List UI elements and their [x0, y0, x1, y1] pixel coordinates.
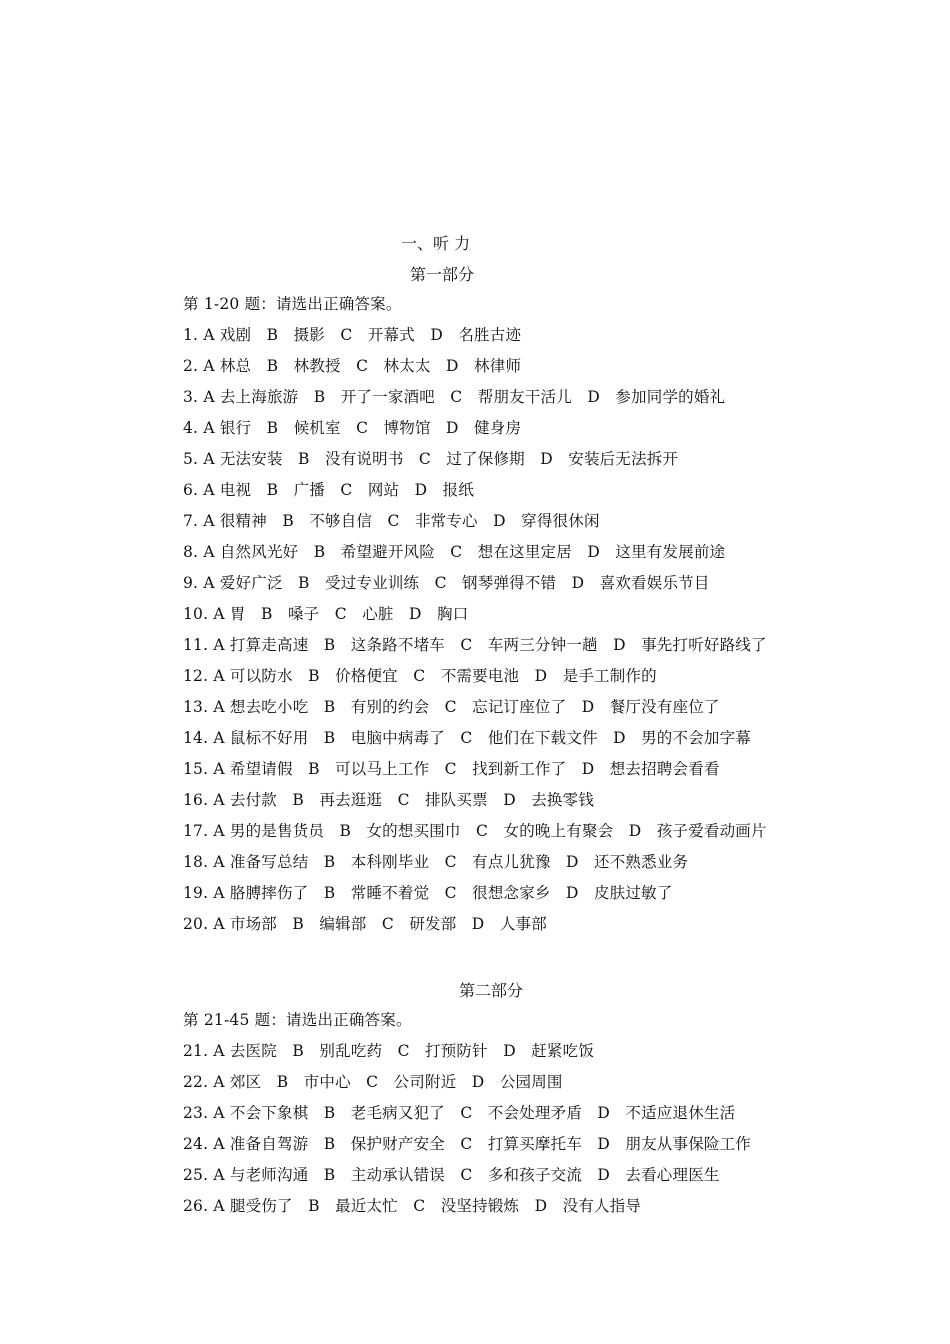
option-b-letter: B	[251, 419, 294, 437]
option-c-text: 心脏	[362, 605, 394, 623]
option-d-text: 安装后无法拆开	[568, 450, 679, 468]
option-d-text: 人事部	[499, 915, 547, 933]
option-c-text: 有点儿犹豫	[472, 853, 551, 871]
section-title: 一、听 力	[401, 234, 471, 253]
option-b-text: 保护财产安全	[350, 1135, 445, 1153]
option-b-text: 常睡不着觉	[350, 884, 430, 902]
option-a-text: 胳膊摔伤了	[229, 884, 309, 902]
option-b-letter: B	[282, 574, 326, 592]
question-row	[183, 479, 474, 501]
option-c-text: 找到新工作了	[472, 760, 567, 778]
option-a-text: 自然风光好	[219, 543, 299, 561]
option-b-letter: B	[308, 1135, 351, 1153]
option-c-text: 钢琴弹得不错	[462, 574, 557, 592]
question-label: 7. A	[183, 512, 220, 530]
option-d-letter: D	[414, 326, 459, 344]
option-d-letter: D	[556, 574, 600, 592]
option-c-letter: C	[372, 512, 415, 530]
option-c-letter: C	[366, 915, 410, 933]
option-d-text: 健身房	[474, 419, 522, 437]
option-c-letter: C	[325, 481, 368, 499]
option-c-text: 林太太	[383, 357, 431, 375]
option-c-letter: C	[319, 605, 363, 623]
part2-title: 第二部分	[459, 981, 524, 1000]
question-row	[183, 851, 688, 873]
question-label: 6. A	[183, 481, 220, 499]
option-d-text: 报纸	[442, 481, 475, 499]
question-row	[183, 665, 657, 687]
option-d-text: 赶紧吃饭	[531, 1042, 595, 1060]
option-c-letter: C	[340, 357, 384, 375]
question-label: 16. A	[183, 791, 230, 809]
option-c-letter: C	[350, 1073, 394, 1091]
option-d-letter: D	[582, 1135, 626, 1153]
question-row	[183, 882, 673, 904]
question-row	[183, 789, 594, 811]
option-b-text: 没有说明书	[325, 450, 404, 468]
option-d-letter: D	[582, 1166, 626, 1184]
option-b-letter: B	[308, 853, 351, 871]
option-a-text: 市场部	[229, 915, 278, 933]
question-row	[183, 572, 710, 594]
question-label: 4. A	[183, 419, 220, 437]
option-b-letter: B	[266, 512, 310, 530]
option-b-text: 再去逛逛	[319, 791, 383, 809]
option-d-text: 男的不会加字幕	[641, 729, 752, 747]
question-label: 21. A	[183, 1042, 230, 1060]
option-d-letter: D	[571, 543, 616, 561]
question-label: 26. A	[183, 1197, 230, 1215]
question-row	[183, 1164, 720, 1186]
option-b-text: 女的想买围巾	[366, 822, 461, 840]
question-row	[183, 1133, 751, 1155]
option-d-letter: D	[456, 915, 500, 933]
option-b-letter: B	[261, 1073, 304, 1091]
option-a-text: 爱好广泛	[219, 574, 283, 592]
option-b-text: 价格便宜	[335, 667, 398, 685]
option-d-text: 喜欢看娱乐节目	[599, 574, 710, 592]
option-b-letter: B	[277, 915, 320, 933]
part1-instruction: 第 1-20 题：请选出正确答案。	[183, 295, 402, 313]
option-d-letter: D	[430, 357, 475, 375]
option-b-text: 广播	[293, 481, 326, 499]
option-b-letter: B	[282, 450, 326, 468]
question-label: 20. A	[183, 915, 230, 933]
option-d-letter: D	[487, 791, 532, 809]
option-d-text: 还不熟悉业务	[594, 853, 689, 871]
option-d-text: 去换零钱	[531, 791, 595, 809]
option-b-text: 编辑部	[319, 915, 367, 933]
option-c-letter: C	[429, 698, 473, 716]
option-c-letter: C	[382, 1042, 426, 1060]
question-label: 9. A	[183, 574, 220, 592]
question-row	[183, 1195, 641, 1217]
part1-title: 第一部分	[410, 265, 475, 284]
option-c-letter: C	[325, 326, 368, 344]
option-a-text: 腿受伤了	[229, 1197, 293, 1215]
question-row	[183, 603, 468, 625]
option-b-text: 最近太忙	[335, 1197, 398, 1215]
question-label: 14. A	[183, 729, 230, 747]
option-d-letter: D	[597, 729, 642, 747]
question-row	[183, 355, 521, 377]
option-d-letter: D	[430, 419, 475, 437]
option-b-letter: B	[308, 698, 351, 716]
option-a-text: 可以防水	[229, 667, 293, 685]
option-b-text: 候机室	[293, 419, 341, 437]
option-d-letter: D	[566, 698, 610, 716]
option-c-text: 过了保修期	[446, 450, 525, 468]
question-label: 18. A	[183, 853, 230, 871]
question-row	[183, 417, 521, 439]
question-label: 8. A	[183, 543, 220, 561]
question-row	[183, 913, 547, 935]
option-d-letter: D	[597, 636, 642, 654]
option-c-text: 很想念家乡	[472, 884, 551, 902]
option-a-text: 鼠标不好用	[229, 729, 309, 747]
option-b-letter: B	[251, 326, 294, 344]
question-row	[183, 727, 751, 749]
option-d-letter: D	[566, 760, 610, 778]
option-c-letter: C	[444, 1166, 488, 1184]
option-d-text: 是手工制作的	[562, 667, 657, 685]
question-row	[183, 696, 720, 718]
option-c-text: 帮朋友干活儿	[477, 388, 572, 406]
question-label: 3. A	[183, 388, 220, 406]
option-b-letter: B	[308, 729, 351, 747]
question-row	[183, 324, 521, 346]
question-row	[183, 510, 600, 532]
option-d-letter: D	[393, 605, 437, 623]
question-label: 23. A	[183, 1104, 230, 1122]
option-c-text: 公司附近	[393, 1073, 457, 1091]
option-b-text: 林教授	[293, 357, 341, 375]
option-b-letter: B	[308, 636, 351, 654]
question-row	[183, 1071, 563, 1093]
option-c-text: 非常专心	[414, 512, 478, 530]
option-d-text: 这里有发展前途	[615, 543, 726, 561]
option-c-text: 忘记订座位了	[472, 698, 567, 716]
option-c-letter: C	[382, 791, 426, 809]
option-b-letter: B	[251, 481, 294, 499]
option-b-text: 电脑中病毒了	[350, 729, 445, 747]
option-c-text: 想在这里定居	[477, 543, 572, 561]
option-b-letter: B	[308, 884, 351, 902]
question-row	[183, 1040, 594, 1062]
question-label: 19. A	[183, 884, 230, 902]
option-c-text: 开幕式	[367, 326, 415, 344]
option-b-letter: B	[292, 1197, 336, 1215]
question-row	[183, 634, 767, 656]
option-c-letter: C	[434, 543, 478, 561]
option-b-letter: B	[308, 1104, 351, 1122]
option-a-text: 准备写总结	[229, 853, 309, 871]
option-c-letter: C	[444, 636, 488, 654]
option-d-letter: D	[571, 388, 616, 406]
option-c-text: 女的晚上有聚会	[503, 822, 614, 840]
option-d-letter: D	[582, 1104, 626, 1122]
option-d-text: 去看心理医生	[625, 1166, 720, 1184]
option-d-letter: D	[477, 512, 522, 530]
option-b-letter: B	[298, 388, 341, 406]
option-c-letter: C	[429, 884, 473, 902]
option-c-letter: C	[419, 574, 463, 592]
option-d-text: 公园周围	[499, 1073, 563, 1091]
option-b-letter: B	[245, 605, 288, 623]
option-d-letter: D	[524, 450, 569, 468]
option-a-text: 与老师沟通	[229, 1166, 309, 1184]
option-d-text: 名胜古迹	[458, 326, 522, 344]
option-d-letter: D	[519, 1197, 563, 1215]
option-b-letter: B	[251, 357, 294, 375]
option-b-text: 本科刚毕业	[350, 853, 430, 871]
option-c-text: 打预防针	[425, 1042, 488, 1060]
option-c-text: 博物馆	[383, 419, 431, 437]
option-a-text: 戏剧	[219, 326, 252, 344]
option-a-text: 郊区	[229, 1073, 262, 1091]
question-label: 2. A	[183, 357, 220, 375]
option-d-letter: D	[399, 481, 443, 499]
question-label: 17. A	[183, 822, 230, 840]
option-c-letter: C	[403, 450, 447, 468]
option-b-letter: B	[298, 543, 341, 561]
option-d-text: 参加同学的婚礼	[615, 388, 726, 406]
option-b-text: 有别的约会	[350, 698, 430, 716]
option-c-text: 研发部	[409, 915, 457, 933]
option-d-letter: D	[550, 853, 595, 871]
option-d-text: 不适应退休生活	[625, 1104, 736, 1122]
option-a-text: 胃	[229, 605, 246, 623]
question-label: 22. A	[183, 1073, 230, 1091]
option-c-text: 多和孩子交流	[487, 1166, 583, 1184]
option-a-text: 去医院	[229, 1042, 278, 1060]
question-label: 15. A	[183, 760, 230, 778]
option-a-text: 去付款	[229, 791, 278, 809]
option-c-letter: C	[397, 1197, 441, 1215]
option-d-letter: D	[456, 1073, 500, 1091]
question-label: 24. A	[183, 1135, 230, 1153]
option-d-text: 穿得很休闲	[521, 512, 600, 530]
option-c-text: 网站	[367, 481, 400, 499]
option-c-letter: C	[397, 667, 441, 685]
question-row	[183, 758, 720, 780]
option-b-text: 老毛病又犯了	[350, 1104, 445, 1122]
option-a-text: 去上海旅游	[219, 388, 299, 406]
question-row	[183, 541, 725, 563]
option-b-letter: B	[277, 1042, 320, 1060]
option-a-text: 林总	[219, 357, 252, 375]
option-c-letter: C	[434, 388, 478, 406]
option-c-text: 不会处理矛盾	[487, 1104, 583, 1122]
question-label: 13. A	[183, 698, 230, 716]
question-label: 5. A	[183, 450, 220, 468]
option-b-text: 开了一家酒吧	[340, 388, 435, 406]
question-row	[183, 448, 678, 470]
option-a-text: 想去吃小吃	[229, 698, 309, 716]
option-c-text: 排队买票	[425, 791, 488, 809]
question-row	[183, 820, 767, 842]
option-b-text: 这条路不堵车	[350, 636, 445, 654]
question-label: 11. A	[183, 636, 230, 654]
option-a-text: 电视	[219, 481, 252, 499]
option-d-letter: D	[550, 884, 595, 902]
option-b-letter: B	[277, 791, 320, 809]
option-b-text: 摄影	[293, 326, 326, 344]
option-d-text: 事先打听好路线了	[641, 636, 767, 654]
option-c-letter: C	[444, 729, 488, 747]
option-d-text: 朋友从事保险工作	[625, 1135, 752, 1153]
part2-instruction: 第 21-45 题：请选出正确答案。	[183, 1011, 412, 1029]
option-d-text: 皮肤过敏了	[594, 884, 673, 902]
option-a-text: 银行	[219, 419, 252, 437]
option-d-text: 胸口	[437, 605, 469, 623]
option-d-text: 孩子爱看动画片	[656, 822, 767, 840]
option-b-text: 受过专业训练	[325, 574, 420, 592]
option-b-text: 希望避开风险	[340, 543, 435, 561]
option-c-letter: C	[429, 760, 473, 778]
option-b-text: 嗓子	[287, 605, 320, 623]
option-b-letter: B	[308, 1166, 351, 1184]
option-d-text: 没有人指导	[562, 1197, 642, 1215]
question-label: 10. A	[183, 605, 230, 623]
option-b-letter: B	[292, 760, 336, 778]
option-b-text: 别乱吃药	[319, 1042, 383, 1060]
option-b-text: 市中心	[303, 1073, 351, 1091]
option-c-text: 不需要电池	[440, 667, 520, 685]
option-a-text: 希望请假	[229, 760, 293, 778]
question-row	[183, 386, 725, 408]
option-a-text: 无法安装	[219, 450, 283, 468]
option-d-letter: D	[613, 822, 657, 840]
question-label: 25. A	[183, 1166, 230, 1184]
option-b-text: 主动承认错误	[350, 1166, 445, 1184]
option-a-text: 男的是售货员	[229, 822, 325, 840]
option-d-text: 林律师	[474, 357, 522, 375]
option-b-letter: B	[292, 667, 336, 685]
option-c-letter: C	[444, 1135, 488, 1153]
option-c-letter: C	[460, 822, 504, 840]
question-label: 12. A	[183, 667, 230, 685]
option-c-text: 车两三分钟一趟	[487, 636, 598, 654]
option-a-text: 不会下象棋	[229, 1104, 309, 1122]
option-d-letter: D	[487, 1042, 532, 1060]
option-c-letter: C	[340, 419, 384, 437]
option-c-letter: C	[444, 1104, 488, 1122]
option-b-text: 不够自信	[309, 512, 373, 530]
question-row	[183, 1102, 735, 1124]
option-b-letter: B	[324, 822, 367, 840]
question-label: 1. A	[183, 326, 220, 344]
option-c-text: 他们在下载文件	[487, 729, 598, 747]
option-d-text: 餐厅没有座位了	[609, 698, 720, 716]
option-d-letter: D	[519, 667, 563, 685]
option-a-text: 准备自驾游	[229, 1135, 309, 1153]
option-c-text: 打算买摩托车	[487, 1135, 583, 1153]
option-c-text: 没坚持锻炼	[440, 1197, 520, 1215]
option-c-letter: C	[429, 853, 473, 871]
option-d-text: 想去招聘会看看	[609, 760, 720, 778]
option-b-text: 可以马上工作	[335, 760, 430, 778]
option-a-text: 打算走高速	[229, 636, 309, 654]
option-a-text: 很精神	[219, 512, 267, 530]
